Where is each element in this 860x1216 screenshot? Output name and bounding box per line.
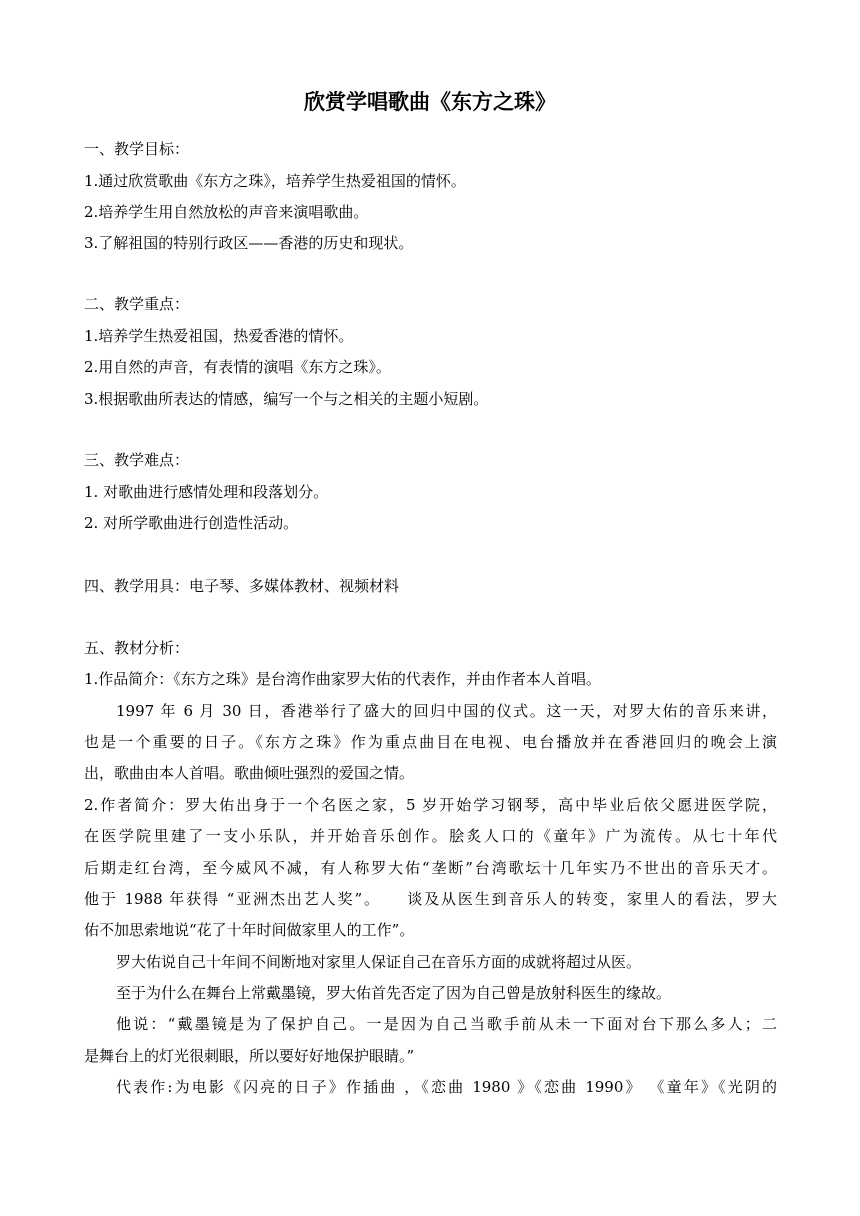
goal-item: 3.了解祖国的特别行政区——香港的历史和现状。 (84, 234, 414, 252)
paragraph-line: 在医学院里建了一支小乐队，并开始音乐创作。脍炙人口的《童年》广为流传。从七十年代 (84, 827, 777, 845)
section-heading-teaching-goals: 一、教学目标： (84, 140, 190, 158)
paragraph-line: 佑不加思索地说“花了十年时间做家里人的工作”。 (84, 921, 415, 939)
key-point-item: 1.培养学生热爱祖国，热爱香港的情怀。 (84, 327, 354, 345)
paragraph-line: 2.作者简介：罗大佑出身于一个名医之家，5 岁开始学习钢琴，高中毕业后依父愿进医学院， (84, 796, 777, 814)
section-heading-material-analysis: 五、教材分析： (84, 639, 190, 657)
goal-item: 2.培养学生用自然放松的声音来演唱歌曲。 (84, 203, 369, 221)
document-title: 欣赏学唱歌曲《东方之珠》 (304, 89, 556, 114)
key-point-item: 3.根据歌曲所表达的情感，编写一个与之相关的主题小短剧。 (84, 390, 489, 408)
section-heading-difficulties: 三、教学难点： (84, 451, 190, 469)
paragraph-line: 是舞台上的灯光很刺眼，所以要好好地保护眼睛。” (84, 1047, 415, 1065)
paragraph-line: 至于为什么在舞台上常戴墨镜，罗大佑首先否定了因为自己曾是放射科医生的缘故。 (116, 984, 672, 1002)
paragraph-line: 1997 年 6 月 30 日，香港举行了盛大的回归中国的仪式。这一天，对罗大佑的音乐来讲， (116, 702, 777, 720)
difficulty-item: 1. 对歌曲进行感情处理和段落划分。 (84, 483, 329, 501)
section-heading-teaching-tools: 四、教学用具：电子琴、多媒体教材、视频材料 (84, 577, 400, 595)
paragraph-line: 也是一个重要的日子。《东方之珠》作为重点曲目在电视、电台播放并在香港回归的晚会上演 (84, 733, 777, 751)
paragraph-line: 他说：“戴墨镜是为了保护自己。一是因为自己当歌手前从未一下面对台下那么多人；二 (116, 1015, 777, 1033)
difficulty-item: 2. 对所学歌曲进行创造性活动。 (84, 514, 299, 532)
key-point-item: 2.用自然的声音，有表情的演唱《东方之珠》。 (84, 358, 391, 376)
paragraph-line: 1.作品简介：《东方之珠》是台湾作曲家罗大佑的代表作，并由作者本人首唱。 (84, 670, 601, 688)
goal-item: 1.通过欣赏歌曲《东方之珠》，培养学生热爱祖国的情怀。 (84, 172, 466, 190)
paragraph-line: 代表作:为电影《闪亮的日子》作插曲 ，《恋曲 1980 》《恋曲 1990》 《童年》《光阴的 (116, 1078, 777, 1096)
paragraph-line: 罗大佑说自己十年间不间断地对家里人保证自己在音乐方面的成就将超过从医。 (116, 953, 642, 971)
paragraph-line: 出，歌曲由本人首唱。歌曲倾吐强烈的爱国之情。 (84, 764, 415, 782)
section-heading-key-points: 二、教学重点： (84, 295, 190, 313)
paragraph-line: 后期走红台湾，至今威风不减，有人称罗大佑“垄断”台湾歌坛十几年实乃不世出的音乐天才。 (84, 859, 777, 877)
paragraph-line: 他于 1988 年获得 “亚洲杰出艺人奖”。 谈及从医生到音乐人的转变，家里人的看法，罗大 (84, 890, 777, 908)
